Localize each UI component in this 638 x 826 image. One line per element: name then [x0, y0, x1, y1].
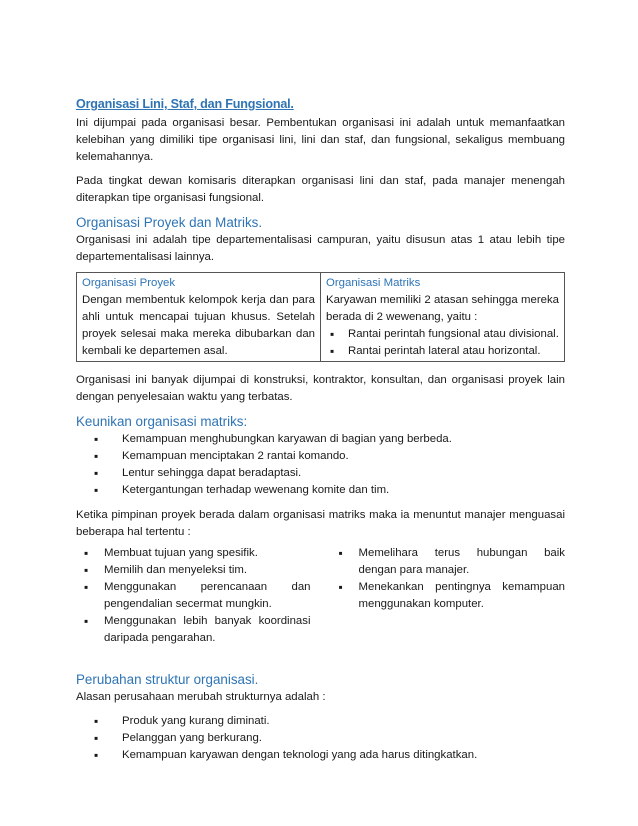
paragraph: Pada tingkat dewan komisaris diterapkan organisasi lini dan staf, pada manajer menengah diterapkan tipe organisasi fungsional. — [76, 175, 565, 204]
table-cell-proyek — [77, 273, 321, 362]
paragraph: Organisasi ini banyak dijumpai di konstruksi, kontraktor, konsultan, dan organisasi proyek lain dengan penyelesaian waktu yang terbatas. — [76, 374, 565, 403]
heading-organisasi-proyek: Organisasi Proyek dan Matriks. — [76, 215, 263, 230]
table-text: Dengan membentuk kelompok kerja dan para ahli untuk mencapai tujuan khusus. Setelah proyek selesai maka mereka dibubarkan dan kembali ke departemen asal. — [82, 294, 315, 357]
column-right — [321, 545, 566, 647]
bullet-list — [76, 713, 565, 764]
heading-organisasi-lini: Organisasi Lini, Staf, dan Fungsional. — [76, 97, 294, 111]
heading-keunikan: Keunikan organisasi matriks: — [76, 414, 248, 429]
bullet-list — [76, 431, 565, 499]
list-item: ▪ Ketergantungan terhadap wewenang komite dan tim. — [92, 482, 565, 499]
list-item: ▪ Rantai perintah fungsional atau divisional. — [326, 326, 559, 343]
bullet-list — [76, 545, 311, 647]
list-item: ▪ Kemampuan menciptakan 2 rantai komando. — [92, 448, 565, 465]
table-cell-matriks — [321, 273, 565, 362]
paragraph: Organisasi ini adalah tipe departementalisasi campuran, yaitu disusun atas 1 atau lebih tipe departementalisasi lainnya. — [76, 234, 565, 263]
list-item: ▪ Kemampuan menghubungkan karyawan di bagian yang berbeda. — [92, 431, 565, 448]
list-item: ▪ Menekankan pentingnya kemampuan menggunakan komputer. — [337, 579, 566, 613]
two-column-list — [76, 545, 565, 647]
table-heading: Organisasi Proyek — [82, 277, 176, 289]
list-item: ▪ Memelihara terus hubungan baik dengan para manajer. — [337, 545, 566, 579]
paragraph: Alasan perusahaan merubah strukturnya adalah : — [76, 691, 326, 703]
column-left — [76, 545, 321, 647]
comparison-table — [76, 272, 565, 362]
list-item: ▪ Membuat tujuan yang spesifik. — [82, 545, 311, 562]
list-item: ▪ Kemampuan karyawan dengan teknologi yang ada harus ditingkatkan. — [92, 747, 565, 764]
list-item: ▪ Rantai perintah lateral atau horizontal. — [326, 343, 559, 360]
list-item: ▪ Lentur sehingga dapat beradaptasi. — [92, 465, 565, 482]
bullet-list — [331, 545, 566, 613]
table-heading: Organisasi Matriks — [326, 277, 421, 289]
list-item: ▪ Produk yang kurang diminati. — [92, 713, 565, 730]
bullet-list — [326, 326, 559, 360]
heading-perubahan: Perubahan struktur organisasi. — [76, 672, 259, 687]
table-text: Karyawan memiliki 2 atasan sehingga mereka berada di 2 wewenang, yaitu : — [326, 294, 559, 323]
list-item: ▪ Menggunakan lebih banyak koordinasi daripada pengarahan. — [82, 613, 311, 647]
list-item: ▪ Pelanggan yang berkurang. — [92, 730, 565, 747]
paragraph: Ini dijumpai pada organisasi besar. Pembentukan organisasi ini adalah untuk memanfaatkan kelebihan yang dimiliki tipe organisasi lini, lini dan staf, dan fungsional, sekaligus membuang kelemahannya. — [76, 117, 565, 163]
list-item: ▪ Menggunakan perencanaan dan pengendalian secermat mungkin. — [82, 579, 311, 613]
list-item: ▪ Memilih dan menyeleksi tim. — [82, 562, 311, 579]
paragraph: Ketika pimpinan proyek berada dalam organisasi matriks maka ia menuntut manajer menguasai beberapa hal tertentu : — [76, 509, 565, 538]
